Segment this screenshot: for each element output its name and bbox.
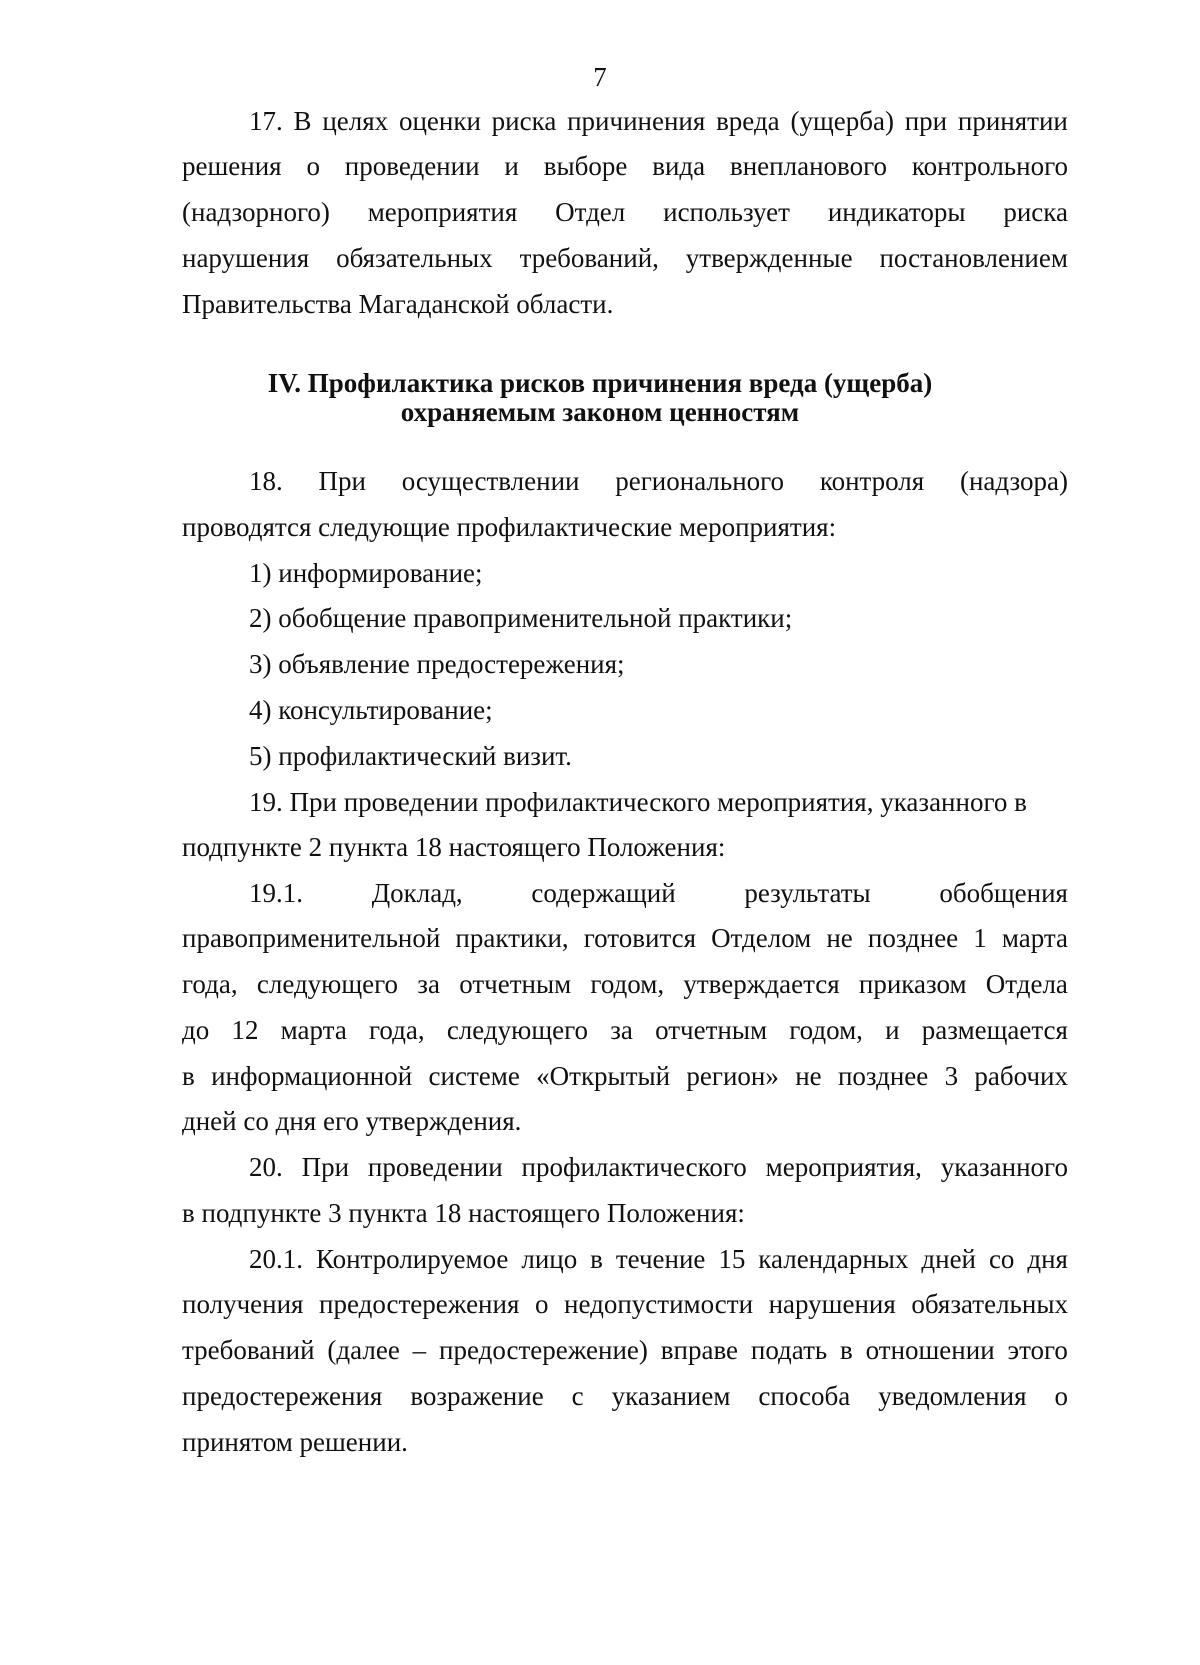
word: оценки — [398, 106, 481, 136]
word: обязательных — [911, 1289, 1068, 1319]
p17-line-1 — [249, 104, 1068, 138]
word: постановлением — [879, 243, 1068, 273]
word: информационной — [211, 1061, 413, 1091]
word: марта — [280, 1015, 347, 1045]
word: вида — [652, 151, 706, 181]
word: (надзорного) — [182, 197, 330, 227]
word: указанного — [940, 1152, 1068, 1182]
section-heading-line-2: охраняемым законом ценностям — [400, 397, 800, 427]
word: утверждается — [683, 969, 840, 999]
p18-line-2: проводятся следующие профилактические мероприятия: — [182, 512, 837, 542]
word: в — [590, 1244, 603, 1274]
word: «Открытый — [536, 1061, 671, 1091]
p17-line-5: Правительства Магаданской области. — [182, 289, 614, 319]
word: года, — [182, 969, 238, 999]
p19-line-1: 19. При проведении профилактического мероприятия, указанного в — [249, 787, 1027, 817]
word: индикаторы — [827, 197, 966, 227]
p17-line-4 — [182, 241, 1068, 275]
word: и — [504, 151, 519, 181]
word: позднее — [837, 1061, 929, 1091]
word: риска — [1003, 197, 1068, 227]
word: регионального — [615, 466, 785, 496]
word: причинения — [567, 106, 706, 136]
word: отчетным — [655, 1015, 768, 1045]
word: требований, — [519, 243, 659, 273]
word: о — [534, 1289, 549, 1319]
list-item: 1) информирование; — [249, 558, 483, 588]
word: решения — [182, 151, 282, 181]
p17-line-3 — [182, 195, 1068, 229]
p20-1-line-5: принятом решении. — [182, 1427, 408, 1457]
word: следующего — [446, 1015, 588, 1045]
word: (ущерба) — [790, 106, 894, 136]
p18-line-1 — [249, 464, 1068, 498]
word: вреда — [716, 106, 780, 136]
p20-1-line-4 — [182, 1379, 1068, 1413]
word: дня — [1027, 1244, 1068, 1274]
word: не — [795, 1061, 822, 1091]
word: о — [1054, 1381, 1068, 1411]
word: 1 — [973, 923, 987, 953]
word: в — [840, 1335, 853, 1365]
word: уведомления — [878, 1381, 1027, 1411]
word: Отделом — [711, 923, 812, 953]
word: в — [182, 1061, 195, 1091]
word: 15 — [718, 1244, 746, 1274]
word: 12 — [231, 1015, 259, 1045]
page-number: 7 — [593, 62, 607, 92]
word: контроля — [819, 466, 925, 496]
p19-1-line-2 — [182, 921, 1068, 955]
word: практики, — [455, 923, 569, 953]
word: мероприятия, — [765, 1152, 922, 1182]
word: При — [318, 466, 366, 496]
word: 17. — [249, 106, 283, 136]
word: возражение — [410, 1381, 544, 1411]
p19-1-line-6: дней со дня его утверждения. — [182, 1106, 522, 1136]
p20-1-line-2 — [182, 1287, 1068, 1321]
word: этого — [1007, 1335, 1068, 1365]
p17-line-2 — [182, 149, 1068, 183]
section-heading-line-1: IV. Профилактика рисков причинения вреда (ущерба) — [267, 368, 933, 398]
word: за — [417, 969, 440, 999]
word: календарных — [758, 1244, 909, 1274]
word: Отдела — [985, 969, 1068, 999]
word: готовится — [583, 923, 696, 953]
word: предостережения — [319, 1289, 520, 1319]
word: контрольного — [911, 151, 1068, 181]
word: мероприятия — [367, 197, 518, 227]
list-item: 2) обобщение правоприменительной практики; — [249, 603, 793, 633]
word: за — [610, 1015, 633, 1045]
word: 20.1. — [249, 1244, 303, 1274]
word: обязательных — [336, 243, 493, 273]
word: лицо — [521, 1244, 578, 1274]
word: 3 — [944, 1061, 959, 1091]
word: указанием — [611, 1381, 731, 1411]
word: утвержденные — [685, 243, 853, 273]
p20-1-line-3 — [182, 1333, 1068, 1367]
word: отношении — [865, 1335, 995, 1365]
word: принятии — [957, 106, 1068, 136]
p19-1-line-3 — [182, 967, 1068, 1001]
word: риска — [491, 106, 557, 136]
word: (надзора) — [959, 466, 1068, 496]
word: и — [885, 1015, 900, 1045]
word: годом, — [789, 1015, 863, 1045]
word: Отдел — [555, 197, 626, 227]
word: – — [412, 1335, 427, 1365]
word: нарушения — [768, 1289, 896, 1319]
word: получения — [182, 1289, 304, 1319]
word: профилактического — [521, 1152, 747, 1182]
word: выборе — [543, 151, 628, 181]
word: целях — [322, 106, 389, 136]
list-item: 5) профилактический визит. — [249, 741, 572, 771]
word: течение — [615, 1244, 706, 1274]
word: подать — [750, 1335, 828, 1365]
word: проведении — [344, 151, 480, 181]
word: с — [571, 1381, 584, 1411]
word: отчетным — [459, 969, 572, 999]
word: использует — [663, 197, 790, 227]
list-item: 3) объявление предостережения; — [249, 649, 625, 679]
p19-line-2: подпункте 2 пункта 18 настоящего Положения: — [182, 832, 726, 862]
word: внепланового — [729, 151, 887, 181]
word: регион» — [686, 1061, 779, 1091]
word: года, — [369, 1015, 425, 1045]
p19-1-line-1 — [249, 876, 1068, 910]
word: В — [293, 106, 312, 136]
word: Доклад, — [371, 878, 463, 908]
word: содержащий — [531, 878, 676, 908]
p19-1-line-4 — [182, 1013, 1068, 1047]
word: Контролируемое — [315, 1244, 509, 1274]
word: не — [826, 923, 853, 953]
p20-line-2: в подпункте 3 пункта 18 настоящего Положения: — [182, 1198, 745, 1228]
list-item: 4) консультирование; — [249, 695, 493, 725]
word: 20. — [249, 1152, 283, 1182]
word: 19.1. — [249, 878, 303, 908]
word: способа — [758, 1381, 851, 1411]
word: осуществлении — [401, 466, 580, 496]
word: размещается — [921, 1015, 1068, 1045]
word: со — [988, 1244, 1015, 1274]
word: недопустимости — [564, 1289, 754, 1319]
word: обобщения — [939, 878, 1068, 908]
word: о — [306, 151, 320, 181]
word: следующего — [256, 969, 399, 999]
p20-line-1 — [249, 1150, 1068, 1184]
word: вправе — [660, 1335, 739, 1365]
word: правоприменительной — [182, 923, 441, 953]
word: до — [182, 1015, 210, 1045]
p19-1-line-5 — [182, 1059, 1068, 1093]
word: (далее — [327, 1335, 400, 1365]
word: требований — [182, 1335, 315, 1365]
word: марта — [1001, 923, 1068, 953]
word: предостережения — [182, 1381, 383, 1411]
word: рабочих — [974, 1061, 1068, 1091]
p20-1-line-1 — [249, 1242, 1068, 1276]
word: приказом — [858, 969, 967, 999]
word: дней — [921, 1244, 977, 1274]
word: позднее — [867, 923, 959, 953]
word: 18. — [249, 466, 283, 496]
word: нарушения — [182, 243, 310, 273]
word: результаты — [744, 878, 871, 908]
word: при — [904, 106, 948, 136]
word: годом, — [590, 969, 665, 999]
word: При — [301, 1152, 350, 1182]
word: системе — [428, 1061, 520, 1091]
word: предостережение) — [439, 1335, 648, 1365]
word: проведении — [367, 1152, 503, 1182]
